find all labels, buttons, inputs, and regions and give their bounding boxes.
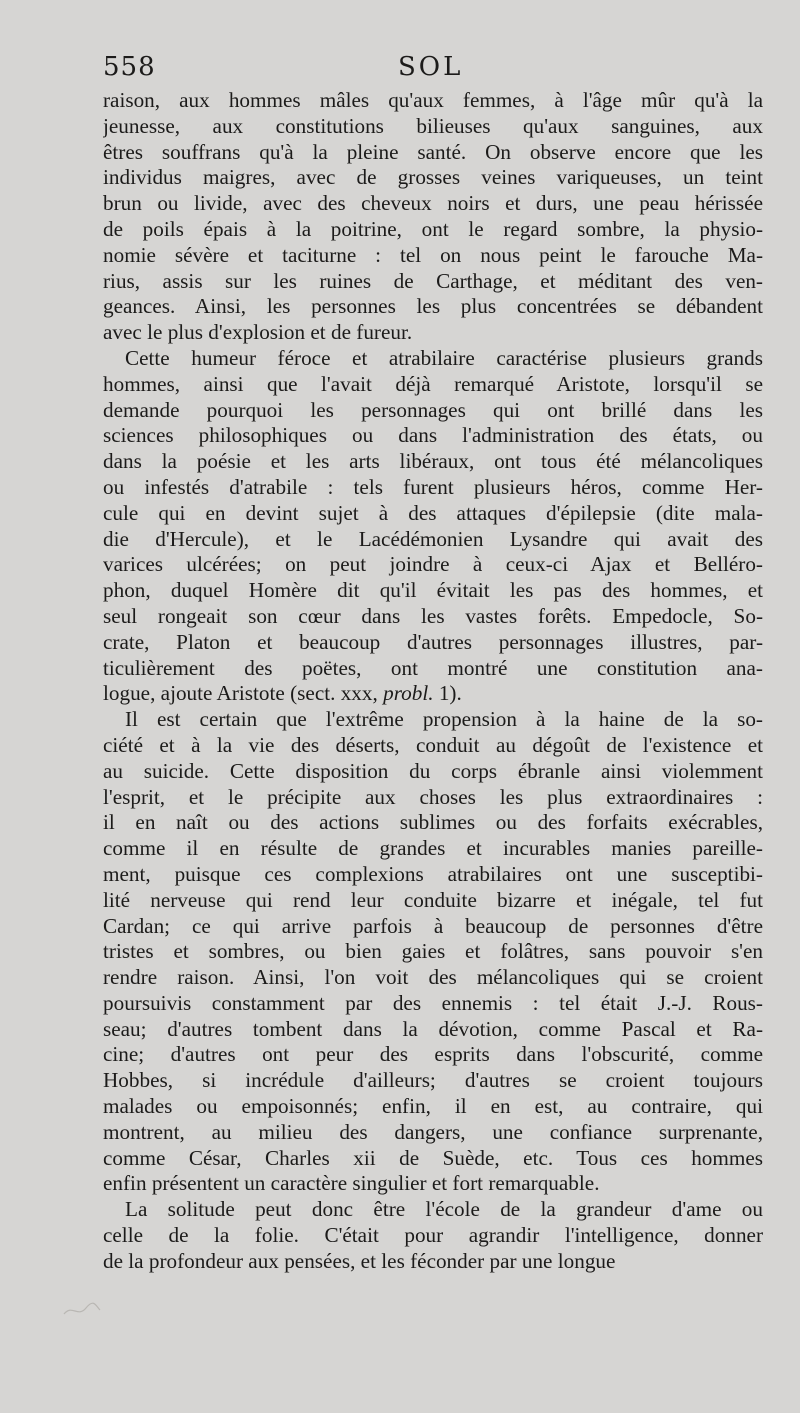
text-line: lité nerveuse qui rend leur conduite bizarre et inégale, tel fut bbox=[103, 887, 763, 912]
text-line: cule qui en devint sujet à des attaques d'épilepsie (dite mala- bbox=[103, 500, 763, 525]
text-line: brun ou livide, avec des cheveux noirs et durs, une peau hérissée bbox=[103, 191, 763, 216]
text-line: comme il en résulte de grandes et incurables manies pareille- bbox=[103, 836, 763, 861]
text-line: enfin présentent un caractère singulier et fort remarquable. bbox=[103, 1171, 600, 1196]
text-line: de poils épais à la poitrine, ont le regard sombre, la physio- bbox=[103, 216, 763, 241]
paragraph bbox=[103, 346, 763, 707]
pencil-mark-icon bbox=[60, 1300, 102, 1320]
text-line: dans la poésie et les arts libéraux, ont tous été mélancoliques bbox=[103, 449, 763, 474]
text-line: Hobbes, si incrédule d'ailleurs; d'autres se croient toujours bbox=[103, 1068, 763, 1093]
text-line: poursuivis constamment par des ennemis : tel était J.-J. Rous- bbox=[103, 990, 763, 1015]
text-line: montrent, au milieu des dangers, une confiance surprenante, bbox=[103, 1119, 763, 1144]
page-header bbox=[103, 52, 763, 92]
text-line: il en naît ou des actions sublimes ou des forfaits exécrables, bbox=[103, 810, 763, 835]
running-head: SOL bbox=[398, 52, 464, 82]
text-line: tristes et sombres, ou bien gaies et folâtres, sans pouvoir s'en bbox=[103, 939, 763, 964]
text-line: ciété et à la vie des déserts, conduit au dégoût de l'existence et bbox=[103, 732, 763, 757]
page-body bbox=[103, 88, 763, 1275]
text-line: demande pourquoi les personnages qui ont brillé dans les bbox=[103, 397, 763, 422]
text-line: nomie sévère et taciturne : tel on nous peint le farouche Ma- bbox=[103, 242, 763, 267]
text-line: ment, puisque ces complexions atrabilaires ont une susceptibi- bbox=[103, 861, 763, 886]
text-line: die d'Hercule), et le Lacédémonien Lysandre qui avait des bbox=[103, 526, 763, 551]
paragraph bbox=[103, 88, 763, 346]
text-line: au suicide. Cette disposition du corps ébranle ainsi violemment bbox=[103, 758, 763, 783]
page-number: 558 bbox=[103, 52, 156, 82]
text-line: individus maigres, avec de grosses veines variqueuses, un teint bbox=[103, 165, 763, 190]
text-line: Cardan; ce qui arrive parfois à beaucoup de personnes d'être bbox=[103, 913, 763, 938]
text-line: ticulièrement des poëtes, ont montré une constitution ana- bbox=[103, 655, 763, 680]
text-line: jeunesse, aux constitutions bilieuses qu'aux sanguines, aux bbox=[103, 113, 763, 138]
text-line: malades ou empoisonnés; enfin, il en est, au contraire, qui bbox=[103, 1094, 763, 1119]
text-line: avec le plus d'explosion et de fureur. bbox=[103, 320, 413, 345]
paragraph bbox=[103, 707, 763, 1197]
text-line: seul rongeait son cœur dans les vastes forêts. Empedocle, So- bbox=[103, 603, 763, 628]
text-line: geances. Ainsi, les personnes les plus concentrées se débandent bbox=[103, 294, 763, 319]
text-line: phon, duquel Homère dit qu'il évitait les pas des hommes, et bbox=[103, 578, 763, 603]
text-line: ou infestés d'atrabile : tels furent plusieurs héros, comme Her- bbox=[103, 474, 763, 499]
text-line: crate, Platon et beaucoup d'autres personnages illustres, par- bbox=[103, 629, 763, 654]
text-line: sciences philosophiques ou dans l'administration des états, ou bbox=[103, 423, 763, 448]
text-line: cine; d'autres ont peur des esprits dans l'obscurité, comme bbox=[103, 1042, 763, 1067]
text-line: varices ulcérées; on peut joindre à ceux-ci Ajax et Belléro- bbox=[103, 552, 763, 577]
text-line: l'esprit, et le précipite aux choses les plus extraordinaires : bbox=[103, 784, 763, 809]
text-line: La solitude peut donc être l'école de la grandeur d'ame ou bbox=[125, 1197, 763, 1222]
text-line: seau; d'autres tombent dans la dévotion, comme Pascal et Ra- bbox=[103, 1016, 763, 1041]
text-line: Il est certain que l'extrême propension à la haine de la so- bbox=[125, 707, 763, 732]
text-line: êtres souffrans qu'à la pleine santé. On observe encore que les bbox=[103, 139, 763, 164]
paragraph bbox=[103, 1197, 763, 1274]
text-line: comme César, Charles xii de Suède, etc. Tous ces hommes bbox=[103, 1145, 763, 1170]
text-line: rendre raison. Ainsi, l'on voit des mélancoliques qui se croient bbox=[103, 965, 763, 990]
text-line: hommes, ainsi que l'avait déjà remarqué Aristote, lorsqu'il se bbox=[103, 371, 763, 396]
text-line: Cette humeur féroce et atrabilaire caractérise plusieurs grands bbox=[125, 345, 763, 370]
text-line: logue, ajoute Aristote (sect. xxx, probl. 1). bbox=[103, 681, 462, 706]
text-line: raison, aux hommes mâles qu'aux femmes, à l'âge mûr qu'à la bbox=[103, 88, 763, 112]
text-line: rius, assis sur les ruines de Carthage, et méditant des ven- bbox=[103, 268, 763, 293]
text-line: de la profondeur aux pensées, et les féconder par une longue bbox=[103, 1248, 616, 1273]
text-line: celle de la folie. C'était pour agrandir l'intelligence, donner bbox=[103, 1223, 763, 1248]
